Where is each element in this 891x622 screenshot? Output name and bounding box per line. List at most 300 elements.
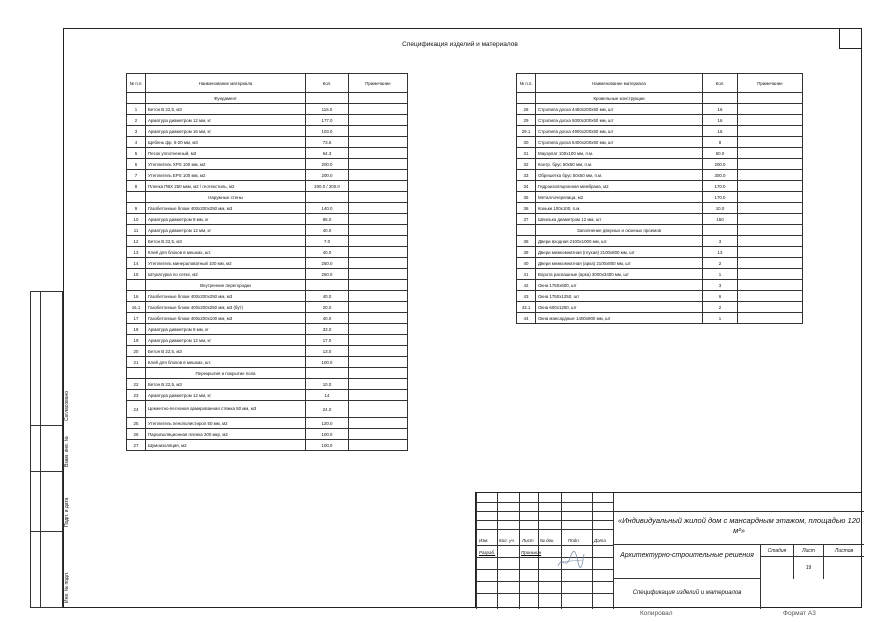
cell-qty: 16 (703, 126, 738, 137)
cell-qty: 33.0 (306, 324, 349, 335)
cell-no (127, 93, 146, 104)
cell-note (349, 346, 408, 357)
col-header-qty: Кол. (306, 74, 349, 93)
cell-qty: 13.0 (306, 346, 349, 357)
cell-no (127, 192, 146, 203)
cell-no: 22 (127, 379, 146, 390)
table-row (517, 126, 803, 137)
table-row (127, 126, 408, 137)
cell-qty: 100.0 (306, 357, 349, 368)
cell-no: 33 (517, 170, 536, 181)
cell-note (349, 401, 408, 418)
cell-qty: 40.0 (306, 247, 349, 258)
cell-no: 28 (517, 104, 536, 115)
col-header-no: № п.п. (127, 74, 146, 93)
cell-name: Пленка ПВХ 250 мкм, м2 / геотекстиль, м2 (146, 181, 306, 192)
cell-note (349, 93, 408, 104)
cell-note (738, 181, 803, 192)
cell-qty: 7.0 (306, 236, 349, 247)
col-header-name: Наименование материала (536, 74, 703, 93)
table-row (517, 104, 803, 115)
cell-note (738, 302, 803, 313)
cell-qty: 8 (703, 137, 738, 148)
cell-name: Утеплитель пенополистирол 50 мм, м2 (146, 418, 306, 429)
table-row (517, 159, 803, 170)
cell-note (738, 137, 803, 148)
footer-format: Формат А3 (783, 610, 816, 617)
tb-value-sheet-no: 19 (794, 557, 824, 579)
cell-qty: 170.0 (703, 192, 738, 203)
cell-name: Газобетонные блоки 400х200х250 мм, м3 (146, 291, 306, 302)
cell-note (349, 368, 408, 379)
cell-no: 38 (517, 236, 536, 247)
cell-name: Мауэрлат 100х100 мм, п.м. (536, 148, 703, 159)
cell-note (349, 379, 408, 390)
cell-name: Арматура диаметром 12 мм, кг (146, 225, 306, 236)
cell-note (738, 93, 803, 104)
cell-qty: 170.0 (703, 181, 738, 192)
tb-label-izm: Изм. (479, 538, 489, 543)
cell-note (349, 418, 408, 429)
cell-no: 1 (127, 104, 146, 115)
tb-label-listov: Листов (824, 545, 864, 557)
table-row (517, 258, 803, 269)
cell-no: 43.1 (517, 302, 536, 313)
cell-no: 13 (127, 247, 146, 258)
cell-name: Ворота распашные (арка) 3000х3400 мм, шт (536, 269, 703, 280)
cell-qty: 40.0 (306, 225, 349, 236)
cell-no: 40 (517, 258, 536, 269)
col-header-name: Наименование материала (146, 74, 306, 93)
cell-qty: 103.0 (306, 126, 349, 137)
table-row (127, 258, 408, 269)
cell-no: 39 (517, 247, 536, 258)
cell-no: 32 (517, 159, 536, 170)
cell-note (349, 225, 408, 236)
table-row (517, 313, 803, 324)
cell-note (349, 335, 408, 346)
table-header-row (517, 74, 803, 93)
cell-qty: 50.0 (703, 148, 738, 159)
cell-note (738, 159, 803, 170)
cell-no: 10 (127, 214, 146, 225)
cell-no: 3 (127, 126, 146, 137)
cell-qty: 10.0 (703, 203, 738, 214)
table-row (517, 192, 803, 203)
cell-no: 34 (517, 181, 536, 192)
table-row (517, 137, 803, 148)
cell-note (349, 236, 408, 247)
cell-note (738, 115, 803, 126)
cell-note (738, 225, 803, 236)
table-row (127, 357, 408, 368)
cell-name: Шумоизоляция, м2 (146, 440, 306, 451)
table-row (517, 203, 803, 214)
table-row (127, 170, 408, 181)
cell-name: Арматура диаметром 12 мм, кг (146, 335, 306, 346)
cell-qty: 1 (703, 269, 738, 280)
cell-no: 23 (127, 390, 146, 401)
table-row (127, 159, 408, 170)
table-row (127, 335, 408, 346)
cell-qty: 2 (703, 258, 738, 269)
cell-note (738, 214, 803, 225)
cell-qty: 64.3 (306, 148, 349, 159)
cell-qty (306, 93, 349, 104)
cell-name: Песок уплотненный, м3 (146, 148, 306, 159)
cell-qty: 20.0 (306, 302, 349, 313)
cell-qty: 40.0 (306, 291, 349, 302)
cell-name: Клей для блоков в мешках, шт. (146, 247, 306, 258)
table-row (517, 302, 803, 313)
cell-note (738, 236, 803, 247)
cell-qty: 120.0 (306, 418, 349, 429)
cell-no (517, 225, 536, 236)
cell-qty: 16 (703, 115, 738, 126)
table-row (127, 214, 408, 225)
col-header-note: Примечание (738, 74, 803, 93)
sheet-corner-box (839, 28, 862, 49)
cell-no: 41 (517, 269, 536, 280)
cell-no: 19 (127, 335, 146, 346)
cell-name: Обрешетка брус 50х50 мм, п.м. (536, 170, 703, 181)
cell-name: Пароизоляционная пленка 200 мкр, м2 (146, 429, 306, 440)
spec-table-right (516, 73, 803, 324)
cell-name: Утеплитель XPS 100 мм, м2 (146, 159, 306, 170)
tb-label-stadiya: Стадия (761, 545, 794, 557)
cell-name: Утеплитель минераловатный 100 мм, м2 (146, 258, 306, 269)
cell-name: Бетон В 22,5, м3 (146, 236, 306, 247)
cell-no: 16 (127, 291, 146, 302)
cell-name: Утеплитель EPS 100 мм, м2 (146, 170, 306, 181)
cell-name: Окна 1750х1250, шт (536, 291, 703, 302)
table-row (127, 379, 408, 390)
table-row (517, 236, 803, 247)
cell-qty: 86.0 (306, 214, 349, 225)
side-label-replaced: Взам. инв. № (64, 436, 70, 467)
tb-label-razrab: Разраб. (479, 550, 496, 555)
cell-no: 7 (127, 170, 146, 181)
cell-name: Двери межкомнатная (арка) 2100х800 мм, шт (536, 258, 703, 269)
cell-note (349, 170, 408, 181)
cell-no: 27 (127, 440, 146, 451)
cell-note (349, 390, 408, 401)
tb-label-doc: № док. (540, 538, 555, 543)
table-row (127, 269, 408, 280)
section-title: Кровельные конструкции (536, 93, 703, 104)
cell-qty: 3 (703, 236, 738, 247)
cell-note (738, 247, 803, 258)
cell-qty: 17.0 (306, 335, 349, 346)
cell-no: 35 (517, 192, 536, 203)
table-row (127, 104, 408, 115)
table-row (127, 236, 408, 247)
cell-no: 18 (127, 324, 146, 335)
table-row (127, 203, 408, 214)
section-title: Наружные стены (146, 192, 306, 203)
table-row (127, 148, 408, 159)
table-row (517, 280, 803, 291)
cell-name: Стропила доска 4900х200х50 мм, шт (536, 126, 703, 137)
cell-no: 30 (517, 137, 536, 148)
cell-qty: 177.0 (306, 115, 349, 126)
section-row (517, 225, 803, 236)
cell-name: Окна 600х1250, шт (536, 302, 703, 313)
cell-qty: 2 (703, 302, 738, 313)
side-label-inv-no: Инв. № подл. (64, 571, 70, 603)
cell-note (738, 170, 803, 181)
cell-no: 6 (127, 159, 146, 170)
cell-no: 29.1 (517, 126, 536, 137)
section-title: Фундамент (146, 93, 306, 104)
cell-qty (306, 368, 349, 379)
cell-qty: 1 (703, 313, 738, 324)
cell-no: 9 (127, 203, 146, 214)
cell-name: Цементно-песчаная армированная стяжка 50 мм, м3 (146, 401, 306, 418)
title-block-main (613, 493, 864, 609)
cell-qty: 16 (703, 104, 738, 115)
cell-note (349, 269, 408, 280)
cell-qty: 3 (703, 280, 738, 291)
table-row (127, 137, 408, 148)
col-header-note: Примечание (349, 74, 408, 93)
cell-no: 16.1 (127, 302, 146, 313)
cell-note (349, 148, 408, 159)
cell-note (738, 280, 803, 291)
cell-name: Коньки 100х100, п.м. (536, 203, 703, 214)
section-title: Внутренние перегородки (146, 280, 306, 291)
cell-qty: 73.6 (306, 137, 349, 148)
tb-label-data: Дата (594, 538, 606, 543)
table-row (127, 302, 408, 313)
cell-no: 15 (127, 269, 146, 280)
section-row (517, 93, 803, 104)
cell-no: 29 (517, 115, 536, 126)
table-row (127, 291, 408, 302)
cell-name: Окна мансардные 1400х900 мм, шт (536, 313, 703, 324)
cell-qty: 100.0 (306, 429, 349, 440)
tb-value-listov (824, 557, 864, 579)
cell-note (349, 247, 408, 258)
document-title: Спецификация изделий и материалов (402, 41, 518, 48)
cell-no (127, 368, 146, 379)
section-title: Заполнение дверных и оконных проемов (536, 225, 703, 236)
cell-no: 2 (127, 115, 146, 126)
table-row (127, 418, 408, 429)
side-stamp-strip (30, 291, 70, 608)
cell-no: 43 (517, 291, 536, 302)
cell-name: Гидроизоляционная мембрана, м2 (536, 181, 703, 192)
table-row (127, 346, 408, 357)
table-row (517, 247, 803, 258)
table-row (517, 214, 803, 225)
table-row (127, 247, 408, 258)
cell-name: Газобетонные блоки 400х200х100 мм, м3 (146, 313, 306, 324)
cell-name: Стропила доска 4450х200х50 мм, шт (536, 104, 703, 115)
cell-qty: 200.0 (703, 159, 738, 170)
cell-no: 20 (127, 346, 146, 357)
cell-qty (703, 93, 738, 104)
cell-note (349, 159, 408, 170)
side-label-sign-date: Подп. и дата (64, 497, 70, 527)
tb-author: Пронькин (521, 550, 542, 555)
side-col-inner (41, 291, 63, 608)
title-block (475, 492, 862, 608)
section-row (127, 280, 408, 291)
tb-label-list: Лист (522, 538, 534, 543)
table-row (127, 225, 408, 236)
cell-qty: 150 (703, 214, 738, 225)
cell-qty: 140.0 (306, 203, 349, 214)
cell-note (738, 313, 803, 324)
cell-note (738, 192, 803, 203)
cell-qty: 40.0 (306, 313, 349, 324)
cell-qty: 14 (306, 390, 349, 401)
signature-icon (556, 548, 586, 572)
cell-no: 31 (517, 148, 536, 159)
cell-no: 44 (517, 313, 536, 324)
cell-name: Стропила доска 5400х200х50 мм, шт (536, 137, 703, 148)
cell-name: Арматура диаметром 8 мм, кг (146, 324, 306, 335)
cell-no: 36 (517, 203, 536, 214)
section-row (127, 93, 408, 104)
col-header-no: № п.п. (517, 74, 536, 93)
cell-name: Контр. брус 50х50 мм, п.м. (536, 159, 703, 170)
cell-no (127, 280, 146, 291)
cell-qty (306, 192, 349, 203)
cell-no: 42 (517, 280, 536, 291)
cell-qty: 200.0 (306, 170, 349, 181)
title-block-grid (476, 493, 613, 609)
cell-no: 11 (127, 225, 146, 236)
cell-name: Бетон В 22,5, м3 (146, 379, 306, 390)
table-header-row (127, 74, 408, 93)
cell-qty (306, 280, 349, 291)
table-row (517, 269, 803, 280)
table-row (517, 170, 803, 181)
cell-note (738, 104, 803, 115)
cell-note (349, 324, 408, 335)
table-row (517, 115, 803, 126)
cell-note (349, 104, 408, 115)
cell-note (349, 429, 408, 440)
cell-qty: 6 (703, 291, 738, 302)
cell-no: 8 (127, 181, 146, 192)
cell-qty: 24.0 (306, 401, 349, 418)
cell-note (349, 214, 408, 225)
tb-label-podp: Подп. (568, 538, 580, 543)
cell-no: 5 (127, 148, 146, 159)
sheet-name: Спецификация изделий и материалов (614, 579, 761, 609)
cell-name: Шпилька диаметром 12 мм, шт (536, 214, 703, 225)
cell-note (349, 313, 408, 324)
cell-note (349, 192, 408, 203)
section-title: Перекрытия и покрытие пола (146, 368, 306, 379)
cell-name: Газобетонные блоки 400х200х250 мм, м3 (146, 203, 306, 214)
cell-qty: 13 (703, 247, 738, 258)
cell-qty: 200.0 (306, 159, 349, 170)
cell-no: 21 (127, 357, 146, 368)
table-row (127, 115, 408, 126)
cell-note (349, 115, 408, 126)
cell-name: Арматура диаметром 16 мм, кг (146, 126, 306, 137)
cell-note (738, 291, 803, 302)
spec-table-left (126, 73, 408, 451)
cell-note (349, 280, 408, 291)
project-name: «Индивидуальный жилой дом с мансардным этажом, площадью 120 м²» (614, 511, 864, 545)
table-row (127, 390, 408, 401)
tb-label-list2: Лист (794, 545, 824, 557)
cell-no: 17 (127, 313, 146, 324)
cell-qty (703, 225, 738, 236)
cell-qty: 250.0 (306, 269, 349, 280)
cell-name: Газобетонные блоки 400х200х250 мм, м3 (бут) (146, 302, 306, 313)
cell-no: 12 (127, 236, 146, 247)
col-header-qty: Кол. (703, 74, 738, 93)
side-col-outer (30, 291, 41, 608)
cell-note (349, 357, 408, 368)
cell-qty: 10.0 (306, 379, 349, 390)
section-row (127, 368, 408, 379)
cell-name: Двери межкомнатная (глухая) 2100х800 мм, шт (536, 247, 703, 258)
tb-label-kol-uch: Кол. уч. (499, 538, 515, 543)
cell-note (738, 203, 803, 214)
table-row (127, 401, 408, 418)
cell-qty: 300.0 (703, 170, 738, 181)
table-row (127, 440, 408, 451)
table-row (517, 181, 803, 192)
cell-no: 4 (127, 137, 146, 148)
cell-name: Клей для блоков в мешках, шт. (146, 357, 306, 368)
table-row (127, 313, 408, 324)
table-row (517, 148, 803, 159)
cell-name: Бетон В 22,5, м3 (146, 104, 306, 115)
cell-no (517, 93, 536, 104)
cell-no: 14 (127, 258, 146, 269)
cell-note (349, 302, 408, 313)
cell-note (738, 269, 803, 280)
cell-qty: 100.0 (306, 440, 349, 451)
cell-qty: 200.0 / 200.0 (306, 181, 349, 192)
cell-note (349, 126, 408, 137)
cell-note (349, 291, 408, 302)
cell-no: 24 (127, 401, 146, 418)
table-row (127, 429, 408, 440)
cell-name: Двери входная 2100х1000 мм, шт. (536, 236, 703, 247)
cell-name: Стропила доска 5000х200х50 мм, шт (536, 115, 703, 126)
cell-no: 37 (517, 214, 536, 225)
tb-value-stadiya (761, 557, 794, 579)
table-row (127, 181, 408, 192)
section-name: Архитектурно-строительные решения (614, 545, 761, 579)
footer-copied: Копировал (640, 610, 673, 617)
cell-note (349, 258, 408, 269)
cell-note (349, 181, 408, 192)
cell-name: Бетон В 22,5, м3 (146, 346, 306, 357)
cell-no: 25 (127, 418, 146, 429)
cell-name: Арматура диаметром 8 мм, кг (146, 214, 306, 225)
cell-name: Арматура диаметром 12 мм, кг (146, 115, 306, 126)
cell-qty: 250.0 (306, 258, 349, 269)
cell-note (349, 137, 408, 148)
table-row (517, 291, 803, 302)
cell-note (738, 148, 803, 159)
section-row (127, 192, 408, 203)
cell-note (738, 126, 803, 137)
cell-name: Окна 1750х600, шт (536, 280, 703, 291)
cell-note (349, 440, 408, 451)
table-row (127, 324, 408, 335)
